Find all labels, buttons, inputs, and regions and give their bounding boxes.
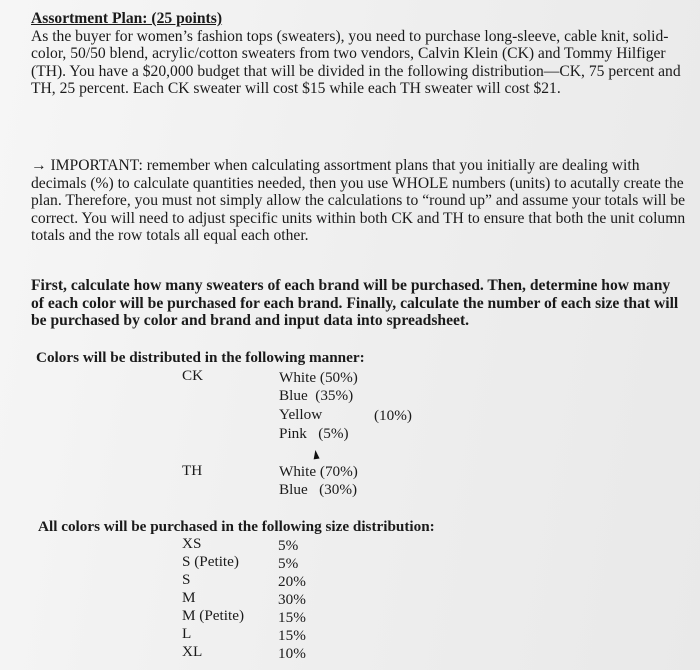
size-percent: 30% xyxy=(278,591,306,608)
size-percent: 5% xyxy=(278,555,299,572)
sizes-heading: All colors will be purchased in the following size distribution: xyxy=(38,518,435,535)
size-label: M (Petite) xyxy=(182,607,245,624)
size-percent: 5% xyxy=(278,537,299,554)
ck-yellow-percent: (10%) xyxy=(374,407,412,424)
ck-yellow-color: Yellow xyxy=(279,406,323,423)
size-label: M xyxy=(182,589,196,606)
important-paragraph: → IMPORTANT: remember when calculating assortment plans that you initially are dealing with decimals (%) to calculate quantities needed, then you use WHOLE numbers (units) to acutally create the plan. Therefore, you must not simply allow the calculations to “round up” and assume your totals will be correct. You will need to adjust specific units within both CK and TH to ensure that both the unit column totals and the row totals all equal each other. xyxy=(31,157,686,245)
ck-brand-label: CK xyxy=(182,367,204,384)
intro-section xyxy=(31,10,686,98)
size-percent: 20% xyxy=(278,573,306,590)
size-label: XS xyxy=(182,535,202,552)
th-blue-color: Blue (30%) xyxy=(279,481,358,498)
size-percent: 10% xyxy=(278,645,306,662)
size-label: S (Petite) xyxy=(182,553,239,570)
size-percent: 15% xyxy=(278,627,306,644)
ck-blue-color: Blue (35%) xyxy=(279,387,354,404)
intro-paragraph: As the buyer for women’s fashion tops (sweaters), you need to purchase long-sleeve, cable knit, solid-color, 50/50 blend, acrylic/cotton sweaters from two vendors, Calvin Klein (CK) and Tommy Hilfiger (TH). You have a $20,000 budget that will be divided in the following distribution—CK, 75 percent and TH, 25 percent. Each CK sweater will cost $15 while each TH sweater will cost $21. xyxy=(31,27,681,98)
th-white-color: White (70%) xyxy=(279,463,358,480)
size-percent: 15% xyxy=(278,609,306,626)
instructions-paragraph: First, calculate how many sweaters of each brand will be purchased. Then, determine how many of each color will be purchased for each brand. Finally, calculate the number of each size that will be purchased by color and brand and input data into spreadsheet. xyxy=(31,277,679,330)
mouse-cursor-icon xyxy=(312,450,319,460)
size-label: S xyxy=(182,571,191,588)
colors-heading: Colors will be distributed in the following manner: xyxy=(36,349,365,366)
assignment-title: Assortment Plan: (25 points) xyxy=(31,10,223,27)
size-label: L xyxy=(182,625,192,642)
ck-pink-color: Pink (5%) xyxy=(279,425,349,442)
ck-white-color: White (50%) xyxy=(279,369,358,386)
th-brand-label: TH xyxy=(182,462,203,479)
size-label: XL xyxy=(182,643,203,660)
